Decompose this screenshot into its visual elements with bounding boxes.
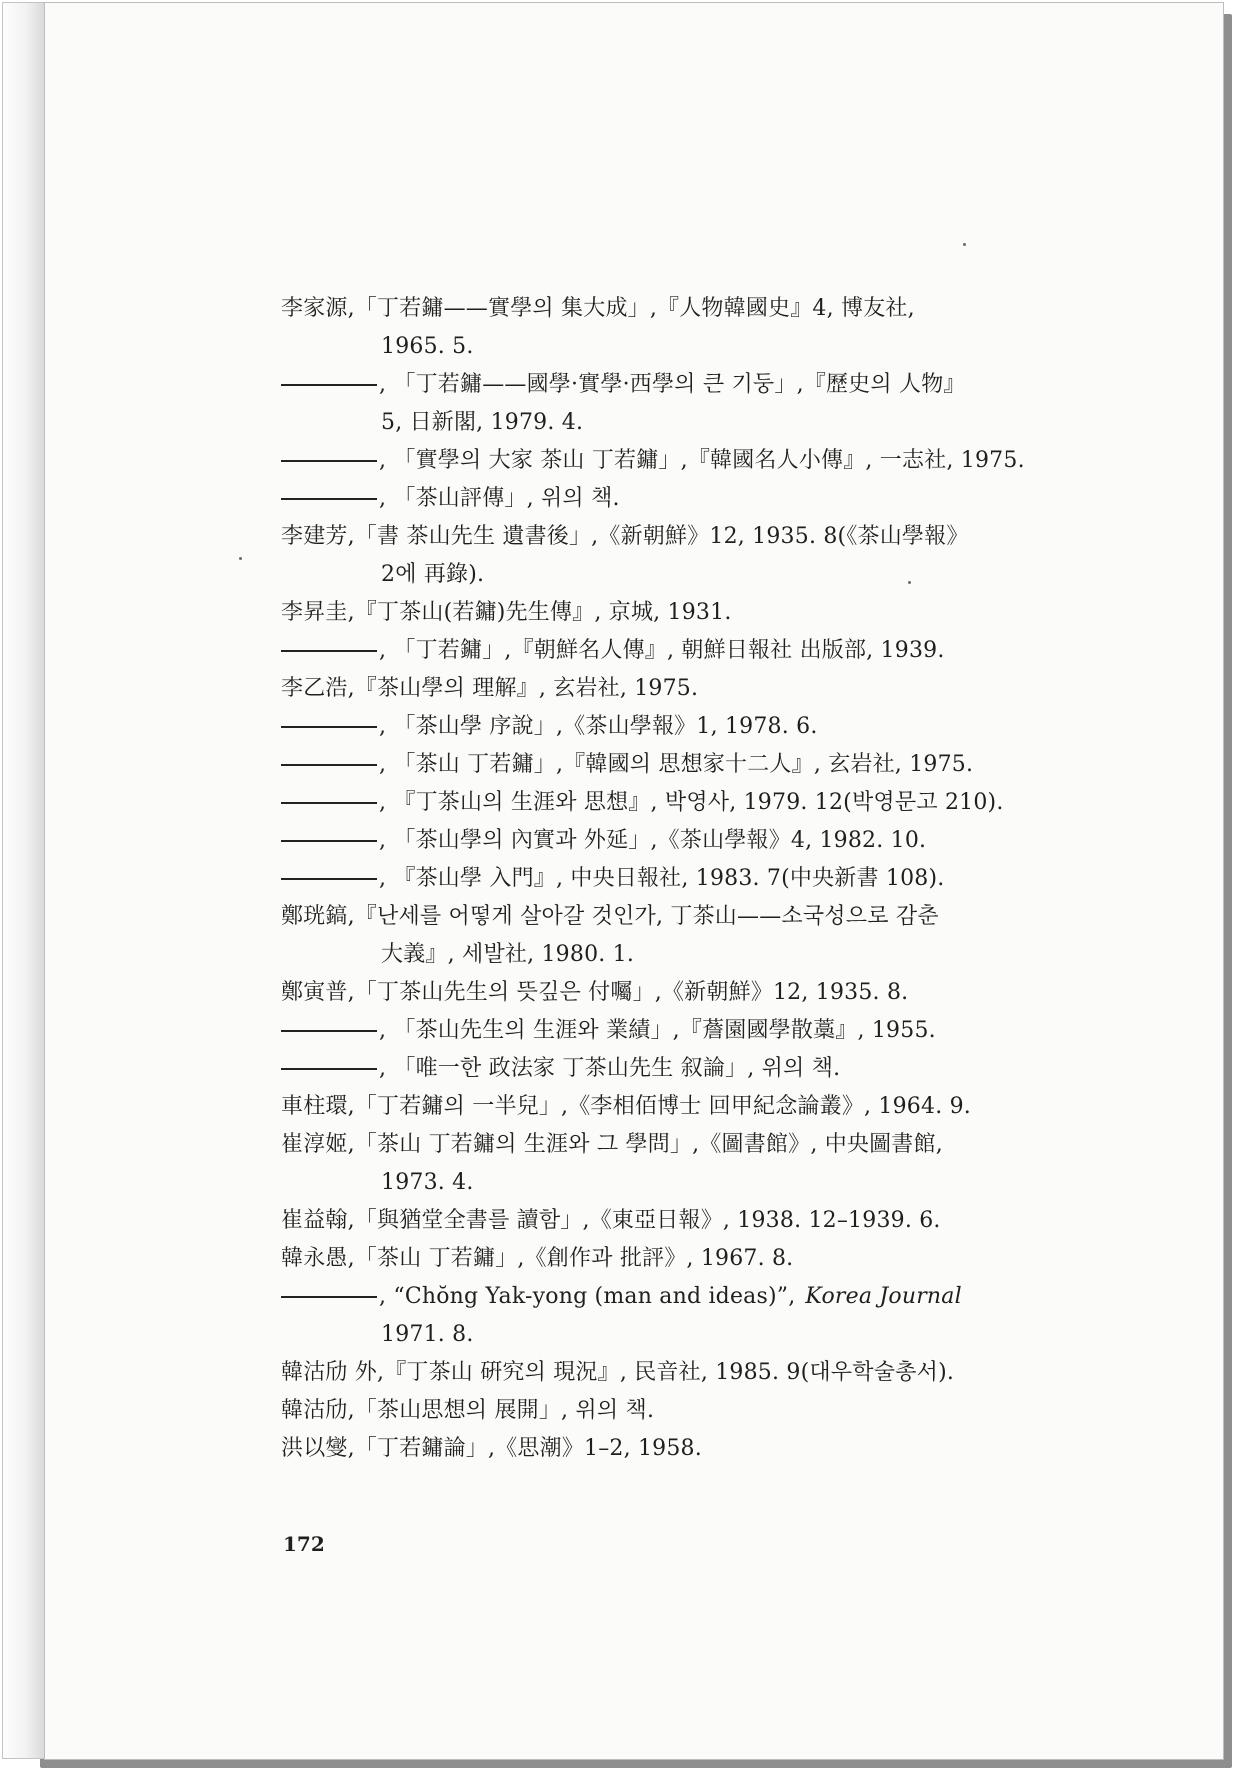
bibliography-entry <box>281 1278 1081 1354</box>
page-edge <box>2 2 46 1759</box>
bibliography-entry <box>281 480 1081 518</box>
entry-title: 「茶山學의 內實과 外延」,《茶山學報》4, 1982. 10. <box>393 828 927 853</box>
ditto-comma: , <box>379 372 394 397</box>
entry-title: 『丁茶山(若鏞)先生傳』, 京城, 1931. <box>354 600 732 625</box>
entry-author: 車柱環, <box>281 1094 355 1119</box>
entry-author: 韓沽劤, <box>281 1398 355 1423</box>
entry-title: 「茶山 丁若鏞」,『韓國의 思想家十二人』, 玄岩社, 1975. <box>393 752 974 777</box>
ditto-dash <box>281 840 377 842</box>
entry-author: 鄭珖鎬, <box>281 904 355 929</box>
ditto-comma: , <box>379 714 394 739</box>
entry-title: 「丁若鏞」,『朝鮮名人傳』, 朝鮮日報社 出版部, 1939. <box>393 638 945 663</box>
entry-continuation: 大義』, 세발社, 1980. 1. <box>381 942 635 967</box>
ditto-dash <box>281 764 377 766</box>
ditto-comma: , <box>379 752 394 777</box>
bibliography-entry <box>281 442 1081 480</box>
bibliography-entry <box>281 1088 1081 1126</box>
bibliography-entry <box>281 746 1081 784</box>
entry-author: 鄭寅普, <box>281 980 355 1005</box>
entry-title: 『丁茶山 硏究의 現況』, 民音社, 1985. 9(대우학술총서). <box>384 1360 955 1385</box>
scan-speck <box>239 557 242 560</box>
bibliography-entry <box>281 290 1081 366</box>
entry-author: 李建芳, <box>281 524 355 549</box>
ditto-comma: , <box>379 790 394 815</box>
bibliography-entry <box>281 708 1081 746</box>
ditto-dash <box>281 726 377 728</box>
entry-title: 「茶山先生의 生涯와 業績」,『薝園國學散藁』, 1955. <box>393 1018 936 1043</box>
ditto-dash <box>281 650 377 652</box>
entry-title: 「丁若鏞의 一半兒」,《李相佰博士 回甲紀念論叢》, 1964. 9. <box>354 1094 971 1119</box>
bibliography-entry <box>281 1202 1081 1240</box>
entry-continuation: 1965. 5. <box>381 334 474 359</box>
entry-title: 「茶山思想의 展開」, 위의 책. <box>354 1398 655 1423</box>
bibliography-entry <box>281 594 1081 632</box>
entry-title: 「丁若鏞——國學·實學·西學의 큰 기둥」,『歷史의 人物』 <box>393 372 966 397</box>
entry-author: 李昇圭, <box>281 600 355 625</box>
ditto-dash <box>281 1030 377 1032</box>
ditto-dash <box>281 384 377 386</box>
bibliography-entry <box>281 1240 1081 1278</box>
entry-continuation: 1973. 4. <box>381 1170 474 1195</box>
entry-continuation: 2에 再錄). <box>381 562 485 587</box>
ditto-dash <box>281 498 377 500</box>
ditto-dash <box>281 802 377 804</box>
entry-author: 崔益翰, <box>281 1208 355 1233</box>
entry-title: 「唯一한 政法家 丁茶山先生 叙論」, 위의 책. <box>393 1056 841 1081</box>
entry-title: 「茶山 丁若鏞」,《創作과 批評》, 1967. 8. <box>354 1246 794 1271</box>
bibliography-entry <box>281 1126 1081 1202</box>
bibliography-entry <box>281 670 1081 708</box>
entry-title: 『난세를 어떻게 살아갈 것인가, 丁茶山——소국성으로 감춘 <box>354 904 939 929</box>
bibliography-entry <box>281 974 1081 1012</box>
entry-title: 『茶山學 入門』, 中央日報社, 1983. 7(中央新書 108). <box>393 866 945 891</box>
entry-title: 「實學의 大家 茶山 丁若鏞」,『韓國名人小傳』, 一志社, 1975. <box>393 448 1025 473</box>
ditto-comma: , <box>379 828 394 853</box>
entry-title: 「丁若鏞——實學의 集大成」,『人物韓國史』4, 博友社, <box>354 296 915 321</box>
page-number: 172 <box>283 1532 325 1556</box>
entry-title: 「丁茶山先生의 뜻깊은 付囑」,《新朝鮮》12, 1935. 8. <box>354 980 909 1005</box>
ditto-dash <box>281 1068 377 1070</box>
ditto-comma: , <box>379 1018 394 1043</box>
entry-author: 李乙浩, <box>281 676 355 701</box>
bibliography-entry <box>281 1354 1081 1392</box>
entry-title: 「茶山 丁若鏞의 生涯와 그 學問」,《圖書館》, 中央圖書館, <box>354 1132 943 1157</box>
entry-continuation: 1971. 8. <box>381 1322 474 1347</box>
entry-title: 「書 茶山先生 遺書後」,《新朝鮮》12, 1935. 8(《茶山學報》 <box>354 524 969 549</box>
ditto-comma: , <box>379 1056 394 1081</box>
bibliography-entry <box>281 1392 1081 1430</box>
ditto-dash <box>281 460 377 462</box>
ditto-comma: , <box>379 448 394 473</box>
entry-author: 韓沽劤 外, <box>281 1360 385 1385</box>
bibliography-entry <box>281 822 1081 860</box>
ditto-comma: , <box>379 486 394 511</box>
entry-title: 「與猶堂全書를 讀함」,《東亞日報》, 1938. 12–1939. 6. <box>354 1208 941 1233</box>
bibliography-entry <box>281 860 1081 898</box>
bibliography-entry <box>281 1012 1081 1050</box>
ditto-dash <box>281 1296 377 1298</box>
entry-journal: Korea Journal <box>805 1284 962 1309</box>
entry-title: 「茶山評傳」, 위의 책. <box>393 486 620 511</box>
ditto-comma: , <box>379 866 394 891</box>
entry-author: 洪以燮, <box>281 1436 355 1461</box>
bibliography-entry <box>281 784 1081 822</box>
entry-author: 崔淳姬, <box>281 1132 355 1157</box>
entry-title: 「丁若鏞論」,《思潮》1–2, 1958. <box>354 1436 702 1461</box>
entry-author: 韓永愚, <box>281 1246 355 1271</box>
ditto-comma: , <box>379 638 394 663</box>
bibliography-entry <box>281 632 1081 670</box>
entry-title: 『茶山學의 理解』, 玄岩社, 1975. <box>354 676 699 701</box>
bibliography-entry <box>281 1050 1081 1088</box>
ditto-comma: , <box>379 1284 394 1309</box>
bibliography-list <box>281 290 1081 1468</box>
bibliography-entry <box>281 898 1081 974</box>
bibliography-entry <box>281 1430 1081 1468</box>
entry-title: 「茶山學 序說」,《茶山學報》1, 1978. 6. <box>393 714 818 739</box>
entry-title: 『丁茶山의 生涯와 思想』, 박영사, 1979. 12(박영문고 210). <box>393 790 1004 815</box>
scan-speck <box>963 243 966 246</box>
entry-title: “Chŏng Yak-yong (man and ideas)”, <box>393 1284 796 1309</box>
entry-author: 李家源, <box>281 296 355 321</box>
bibliography-entry <box>281 518 1081 594</box>
entry-continuation: 5, 日新閣, 1979. 4. <box>381 410 584 435</box>
bibliography-entry <box>281 366 1081 442</box>
ditto-dash <box>281 878 377 880</box>
